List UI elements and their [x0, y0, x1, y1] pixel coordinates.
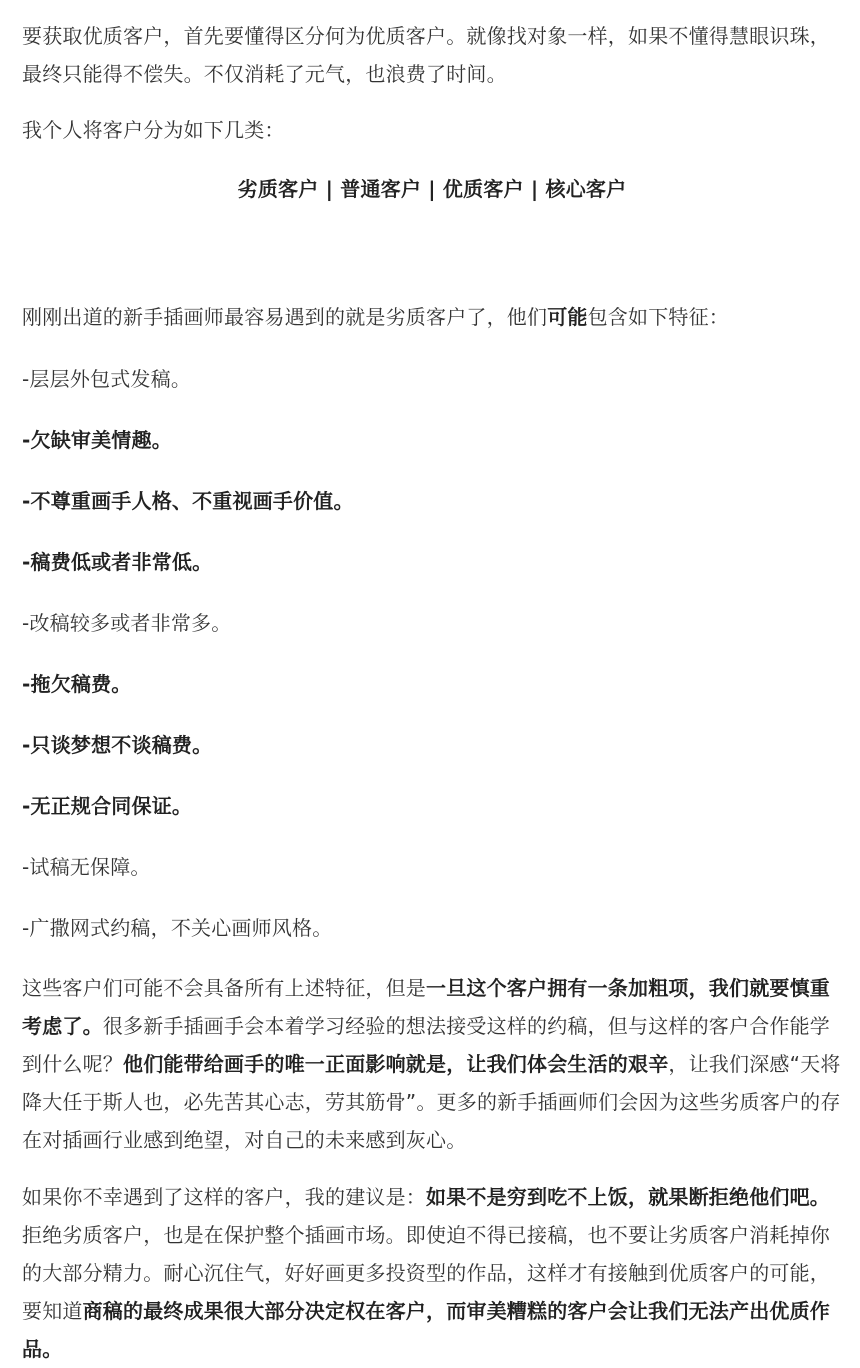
- feature-list: [22, 360, 842, 947]
- feature-item: -不尊重画手人格、不重视画手价值。: [22, 489, 354, 513]
- summary-bold-1: 一旦这个客户拥有一条加粗项，我们就要慎重考虑了。: [22, 976, 830, 1038]
- advice-paragraph: [22, 1178, 842, 1368]
- feature-intro-bold: 可能: [547, 305, 588, 329]
- classify-paragraph: 我个人将客户分为如下几类：: [22, 118, 285, 142]
- feature-item: -欠缺审美情趣。: [22, 428, 172, 452]
- advice-bold-2: 商稿的最终成果很大部分决定权在客户，而审美糟糕的客户会让我们无法产出优质作品。: [22, 1299, 831, 1361]
- advice-text-1: 如果你不幸遇到了这样的客户，我的建议是：: [22, 1185, 426, 1209]
- feature-item: -广撒网式约稿，不关心画师风格。: [22, 916, 333, 940]
- summary-bold-2: 他们能带给画手的唯一正面影响就是，让我们体会生活的艰辛: [123, 1052, 669, 1076]
- summary-text-1: 这些客户们可能不会具备所有上述特征，但是: [22, 976, 426, 1000]
- feature-intro-text-1: 刚刚出道的新手插画师最容易遇到的就是劣质客户了，他们: [22, 305, 548, 329]
- feature-intro-text-2: 包含如下特征：: [587, 305, 730, 329]
- feature-item: -稿费低或者非常低。: [22, 550, 213, 574]
- feature-item: -试稿无保障。: [22, 855, 151, 879]
- customer-categories: 劣质客户 | 普通客户 | 优质客户 | 核心客户: [237, 177, 627, 201]
- feature-item: -无正规合同保证。: [22, 794, 193, 818]
- summary-text-3: ，让我们深感“天将降大任于斯人也，必先苦其心志，劳其筋骨”。更多的新手插画师们会因为这些劣质客户的存在对插画行业感到绝望，对自己的未来感到灰心。: [22, 1052, 841, 1152]
- feature-item: -拖欠稿费。: [22, 672, 132, 696]
- feature-intro-paragraph: [22, 298, 842, 336]
- summary-text-2: 很多新手插画手会本着学习经验的想法接受这样的约稿，但与这样的客户合作能学到什么呢？: [22, 1014, 831, 1076]
- feature-item: -只谈梦想不谈稿费。: [22, 733, 213, 757]
- intro-paragraph: 要获取优质客户，首先要懂得区分何为优质客户。就像找对象一样，如果不懂得慧眼识珠，最终只能得不偿失。不仅消耗了元气，也浪费了时间。: [22, 24, 830, 86]
- feature-item: -改稿较多或者非常多。: [22, 611, 232, 635]
- feature-item: -层层外包式发稿。: [22, 367, 192, 391]
- advice-bold-1: 如果不是穷到吃不上饭，就果断拒绝他们吧。: [426, 1185, 830, 1209]
- advice-text-2: 拒绝劣质客户，也是在保护整个插画市场。即使迫不得已接稿，也不要让劣质客户消耗掉你的大部分精力。耐心沉住气，好好画更多投资型的作品，这样才有接触到优质客户的可能，要知道: [22, 1223, 830, 1323]
- summary-paragraph: [22, 969, 842, 1159]
